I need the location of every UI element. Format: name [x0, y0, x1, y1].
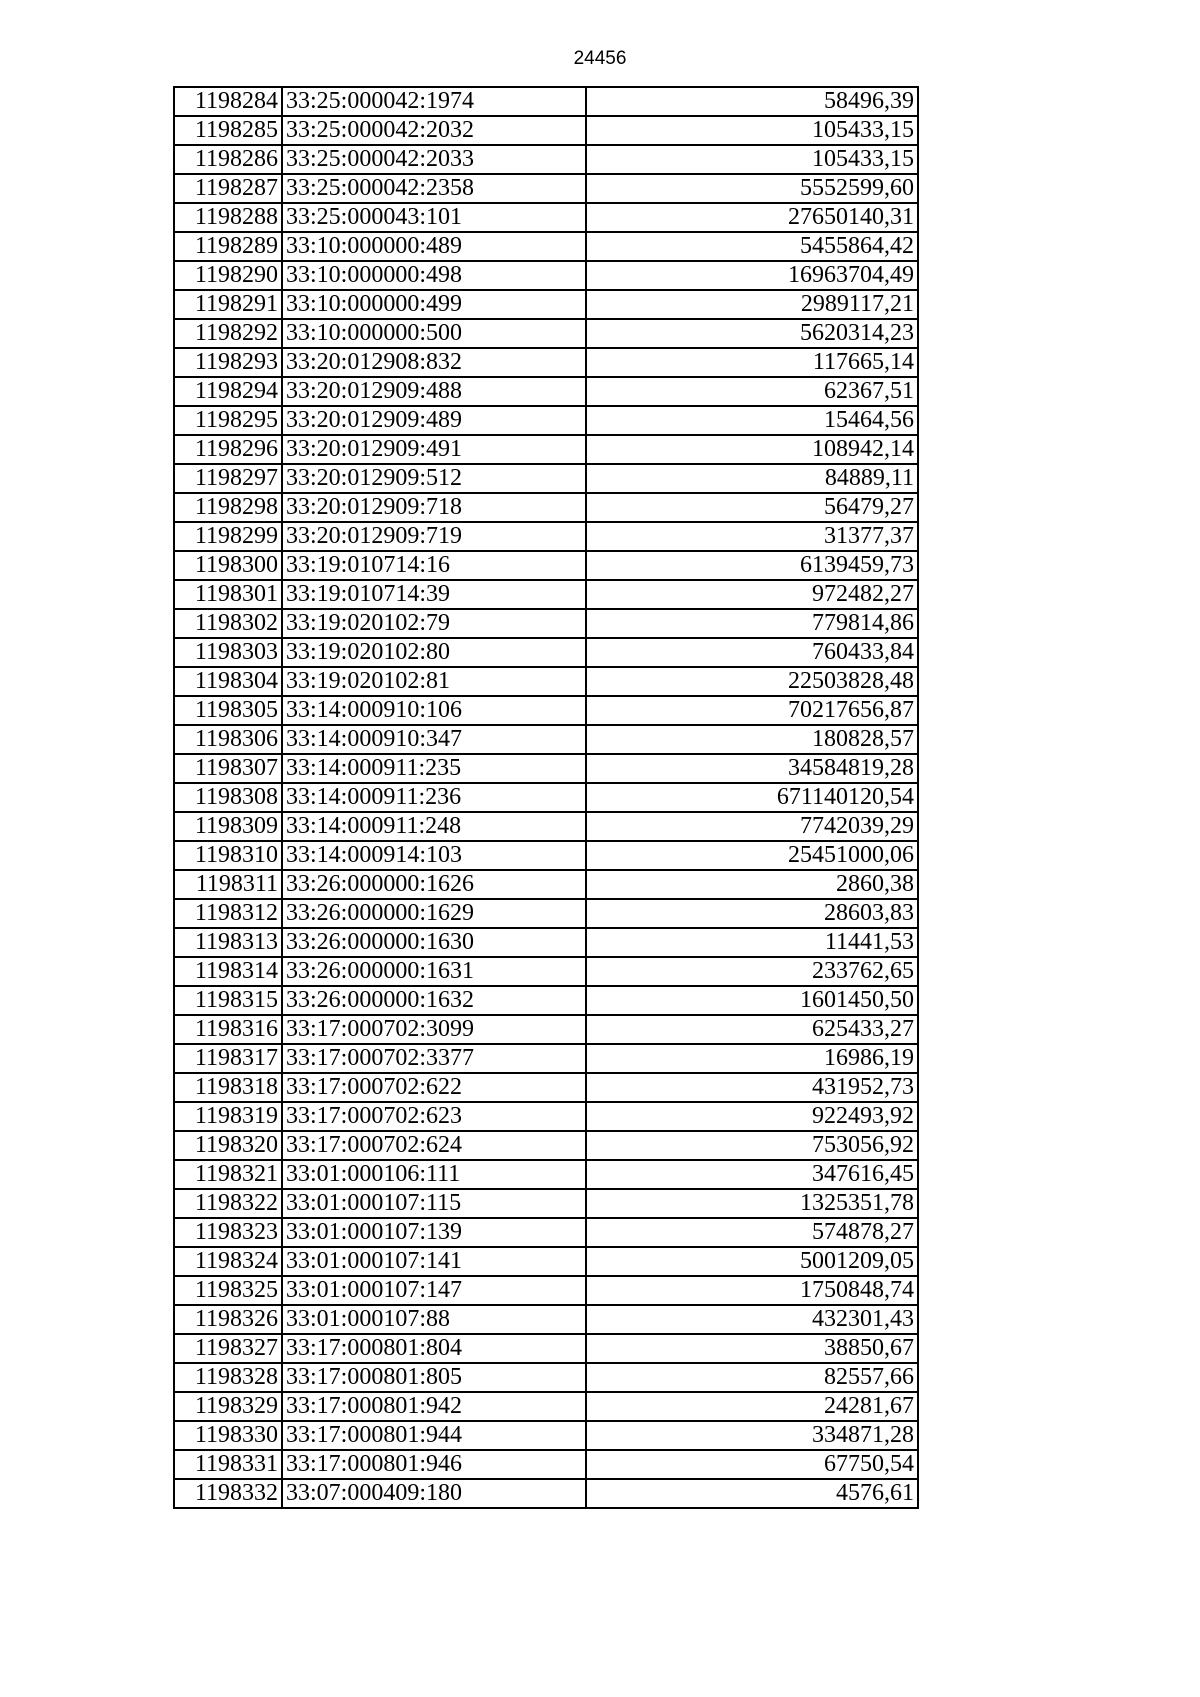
table-row: [174, 870, 918, 899]
cadastral-number-cell: 33:25:000042:1974: [282, 87, 586, 116]
value-cell: 117665,14: [586, 348, 918, 377]
row-id-cell: 1198296: [174, 435, 282, 464]
row-id-cell: 1198287: [174, 174, 282, 203]
cadastral-number-cell: 33:19:010714:39: [282, 580, 586, 609]
value-cell: 574878,27: [586, 1218, 918, 1247]
table-row: [174, 1073, 918, 1102]
row-id-cell: 1198322: [174, 1189, 282, 1218]
row-id-cell: 1198293: [174, 348, 282, 377]
row-id-cell: 1198288: [174, 203, 282, 232]
value-cell: 180828,57: [586, 725, 918, 754]
cadastral-number-cell: 33:20:012909:512: [282, 464, 586, 493]
cadastral-number-cell: 33:14:000911:248: [282, 812, 586, 841]
table-row: [174, 1334, 918, 1363]
cadastral-number-cell: 33:20:012909:719: [282, 522, 586, 551]
table-row: [174, 725, 918, 754]
row-id-cell: 1198292: [174, 319, 282, 348]
table-row: [174, 1421, 918, 1450]
row-id-cell: 1198299: [174, 522, 282, 551]
value-cell: 24281,67: [586, 1392, 918, 1421]
table-row: [174, 116, 918, 145]
value-cell: 67750,54: [586, 1450, 918, 1479]
table-row: [174, 841, 918, 870]
row-id-cell: 1198286: [174, 145, 282, 174]
table-row: [174, 1131, 918, 1160]
row-id-cell: 1198300: [174, 551, 282, 580]
cadastral-number-cell: 33:17:000801:944: [282, 1421, 586, 1450]
row-id-cell: 1198298: [174, 493, 282, 522]
value-cell: 84889,11: [586, 464, 918, 493]
table-row: [174, 899, 918, 928]
cadastral-number-cell: 33:17:000801:942: [282, 1392, 586, 1421]
value-cell: 671140120,54: [586, 783, 918, 812]
table-row: [174, 145, 918, 174]
table-row: [174, 87, 918, 116]
row-id-cell: 1198311: [174, 870, 282, 899]
value-cell: 16963704,49: [586, 261, 918, 290]
cadastral-number-cell: 33:19:010714:16: [282, 551, 586, 580]
row-id-cell: 1198327: [174, 1334, 282, 1363]
row-id-cell: 1198297: [174, 464, 282, 493]
row-id-cell: 1198328: [174, 1363, 282, 1392]
table-row: [174, 1276, 918, 1305]
row-id-cell: 1198303: [174, 638, 282, 667]
row-id-cell: 1198313: [174, 928, 282, 957]
row-id-cell: 1198317: [174, 1044, 282, 1073]
cadastral-number-cell: 33:20:012909:718: [282, 493, 586, 522]
table-row: [174, 928, 918, 957]
table-row: [174, 232, 918, 261]
row-id-cell: 1198291: [174, 290, 282, 319]
value-cell: 62367,51: [586, 377, 918, 406]
value-cell: 2860,38: [586, 870, 918, 899]
row-id-cell: 1198320: [174, 1131, 282, 1160]
cadastral-number-cell: 33:20:012908:832: [282, 348, 586, 377]
row-id-cell: 1198323: [174, 1218, 282, 1247]
table-row: [174, 319, 918, 348]
table-row: [174, 1247, 918, 1276]
row-id-cell: 1198312: [174, 899, 282, 928]
value-cell: 11441,53: [586, 928, 918, 957]
table-row: [174, 609, 918, 638]
value-cell: 22503828,48: [586, 667, 918, 696]
table-row: [174, 203, 918, 232]
row-id-cell: 1198308: [174, 783, 282, 812]
table-row: [174, 1450, 918, 1479]
table-row: [174, 261, 918, 290]
cadastral-value-table: [173, 86, 919, 1509]
row-id-cell: 1198319: [174, 1102, 282, 1131]
row-id-cell: 1198326: [174, 1305, 282, 1334]
cadastral-number-cell: 33:07:000409:180: [282, 1479, 586, 1508]
value-cell: 27650140,31: [586, 203, 918, 232]
table-row: [174, 290, 918, 319]
cadastral-number-cell: 33:01:000107:115: [282, 1189, 586, 1218]
cadastral-number-cell: 33:01:000107:88: [282, 1305, 586, 1334]
row-id-cell: 1198305: [174, 696, 282, 725]
cadastral-number-cell: 33:20:012909:491: [282, 435, 586, 464]
value-cell: 82557,66: [586, 1363, 918, 1392]
table-row: [174, 1189, 918, 1218]
value-cell: 70217656,87: [586, 696, 918, 725]
table-row: [174, 696, 918, 725]
row-id-cell: 1198315: [174, 986, 282, 1015]
value-cell: 28603,83: [586, 899, 918, 928]
cadastral-number-cell: 33:14:000914:103: [282, 841, 586, 870]
cadastral-number-cell: 33:25:000042:2358: [282, 174, 586, 203]
row-id-cell: 1198324: [174, 1247, 282, 1276]
cadastral-number-cell: 33:26:000000:1632: [282, 986, 586, 1015]
cadastral-number-cell: 33:19:020102:81: [282, 667, 586, 696]
cadastral-number-cell: 33:10:000000:500: [282, 319, 586, 348]
row-id-cell: 1198304: [174, 667, 282, 696]
value-cell: 2989117,21: [586, 290, 918, 319]
value-cell: 5620314,23: [586, 319, 918, 348]
table-row: [174, 522, 918, 551]
cadastral-number-cell: 33:01:000106:111: [282, 1160, 586, 1189]
value-cell: 5552599,60: [586, 174, 918, 203]
value-cell: 753056,92: [586, 1131, 918, 1160]
cadastral-number-cell: 33:17:000702:3377: [282, 1044, 586, 1073]
table-row: [174, 783, 918, 812]
table-row: [174, 1392, 918, 1421]
row-id-cell: 1198325: [174, 1276, 282, 1305]
value-cell: 779814,86: [586, 609, 918, 638]
row-id-cell: 1198309: [174, 812, 282, 841]
value-cell: 1750848,74: [586, 1276, 918, 1305]
value-cell: 1325351,78: [586, 1189, 918, 1218]
cadastral-number-cell: 33:17:000801:804: [282, 1334, 586, 1363]
table-row: [174, 957, 918, 986]
value-cell: 108942,14: [586, 435, 918, 464]
value-cell: 38850,67: [586, 1334, 918, 1363]
cadastral-number-cell: 33:17:000801:805: [282, 1363, 586, 1392]
cadastral-number-cell: 33:01:000107:141: [282, 1247, 586, 1276]
value-cell: 5001209,05: [586, 1247, 918, 1276]
page-number: 24456: [573, 48, 627, 69]
row-id-cell: 1198302: [174, 609, 282, 638]
row-id-cell: 1198307: [174, 754, 282, 783]
cadastral-number-cell: 33:10:000000:489: [282, 232, 586, 261]
row-id-cell: 1198284: [174, 87, 282, 116]
value-cell: 5455864,42: [586, 232, 918, 261]
table-row: [174, 406, 918, 435]
value-cell: 922493,92: [586, 1102, 918, 1131]
value-cell: 15464,56: [586, 406, 918, 435]
table-row: [174, 1479, 918, 1508]
table-row: [174, 667, 918, 696]
row-id-cell: 1198285: [174, 116, 282, 145]
table-body: [174, 87, 918, 1508]
value-cell: 760433,84: [586, 638, 918, 667]
cadastral-number-cell: 33:26:000000:1631: [282, 957, 586, 986]
value-cell: 233762,65: [586, 957, 918, 986]
table-row: [174, 1363, 918, 1392]
cadastral-number-cell: 33:17:000702:622: [282, 1073, 586, 1102]
value-cell: 6139459,73: [586, 551, 918, 580]
cadastral-number-cell: 33:25:000042:2032: [282, 116, 586, 145]
cadastral-number-cell: 33:25:000042:2033: [282, 145, 586, 174]
cadastral-number-cell: 33:14:000910:106: [282, 696, 586, 725]
table-row: [174, 1044, 918, 1073]
value-cell: 105433,15: [586, 145, 918, 174]
table-row: [174, 1218, 918, 1247]
table-row: [174, 464, 918, 493]
value-cell: 25451000,06: [586, 841, 918, 870]
table-row: [174, 551, 918, 580]
cadastral-number-cell: 33:10:000000:499: [282, 290, 586, 319]
cadastral-number-cell: 33:26:000000:1629: [282, 899, 586, 928]
cadastral-number-cell: 33:19:020102:79: [282, 609, 586, 638]
row-id-cell: 1198289: [174, 232, 282, 261]
cadastral-number-cell: 33:01:000107:147: [282, 1276, 586, 1305]
row-id-cell: 1198294: [174, 377, 282, 406]
value-cell: 431952,73: [586, 1073, 918, 1102]
table-row: [174, 493, 918, 522]
table-row: [174, 1305, 918, 1334]
row-id-cell: 1198331: [174, 1450, 282, 1479]
table-row: [174, 580, 918, 609]
value-cell: 7742039,29: [586, 812, 918, 841]
row-id-cell: 1198329: [174, 1392, 282, 1421]
value-cell: 58496,39: [586, 87, 918, 116]
cadastral-number-cell: 33:17:000801:946: [282, 1450, 586, 1479]
cadastral-number-cell: 33:14:000911:236: [282, 783, 586, 812]
cadastral-number-cell: 33:17:000702:623: [282, 1102, 586, 1131]
cadastral-number-cell: 33:19:020102:80: [282, 638, 586, 667]
table-row: [174, 1102, 918, 1131]
table-row: [174, 1160, 918, 1189]
value-cell: 334871,28: [586, 1421, 918, 1450]
cadastral-number-cell: 33:17:000702:3099: [282, 1015, 586, 1044]
value-cell: 31377,37: [586, 522, 918, 551]
row-id-cell: 1198295: [174, 406, 282, 435]
row-id-cell: 1198301: [174, 580, 282, 609]
table-row: [174, 812, 918, 841]
table-row: [174, 377, 918, 406]
value-cell: 16986,19: [586, 1044, 918, 1073]
cadastral-number-cell: 33:14:000910:347: [282, 725, 586, 754]
cadastral-number-cell: 33:26:000000:1626: [282, 870, 586, 899]
row-id-cell: 1198314: [174, 957, 282, 986]
cadastral-number-cell: 33:25:000043:101: [282, 203, 586, 232]
table-row: [174, 754, 918, 783]
row-id-cell: 1198316: [174, 1015, 282, 1044]
value-cell: 4576,61: [586, 1479, 918, 1508]
table-row: [174, 1015, 918, 1044]
value-cell: 34584819,28: [586, 754, 918, 783]
cadastral-number-cell: 33:01:000107:139: [282, 1218, 586, 1247]
row-id-cell: 1198306: [174, 725, 282, 754]
cadastral-number-cell: 33:26:000000:1630: [282, 928, 586, 957]
cadastral-number-cell: 33:20:012909:489: [282, 406, 586, 435]
row-id-cell: 1198318: [174, 1073, 282, 1102]
table-row: [174, 435, 918, 464]
value-cell: 432301,43: [586, 1305, 918, 1334]
table-row: [174, 638, 918, 667]
row-id-cell: 1198290: [174, 261, 282, 290]
cadastral-number-cell: 33:10:000000:498: [282, 261, 586, 290]
cadastral-number-cell: 33:17:000702:624: [282, 1131, 586, 1160]
value-cell: 972482,27: [586, 580, 918, 609]
value-cell: 105433,15: [586, 116, 918, 145]
table-row: [174, 348, 918, 377]
cadastral-number-cell: 33:14:000911:235: [282, 754, 586, 783]
row-id-cell: 1198332: [174, 1479, 282, 1508]
value-cell: 1601450,50: [586, 986, 918, 1015]
row-id-cell: 1198330: [174, 1421, 282, 1450]
value-cell: 625433,27: [586, 1015, 918, 1044]
value-cell: 347616,45: [586, 1160, 918, 1189]
table-row: [174, 174, 918, 203]
value-cell: 56479,27: [586, 493, 918, 522]
row-id-cell: 1198310: [174, 841, 282, 870]
row-id-cell: 1198321: [174, 1160, 282, 1189]
table-row: [174, 986, 918, 1015]
cadastral-number-cell: 33:20:012909:488: [282, 377, 586, 406]
